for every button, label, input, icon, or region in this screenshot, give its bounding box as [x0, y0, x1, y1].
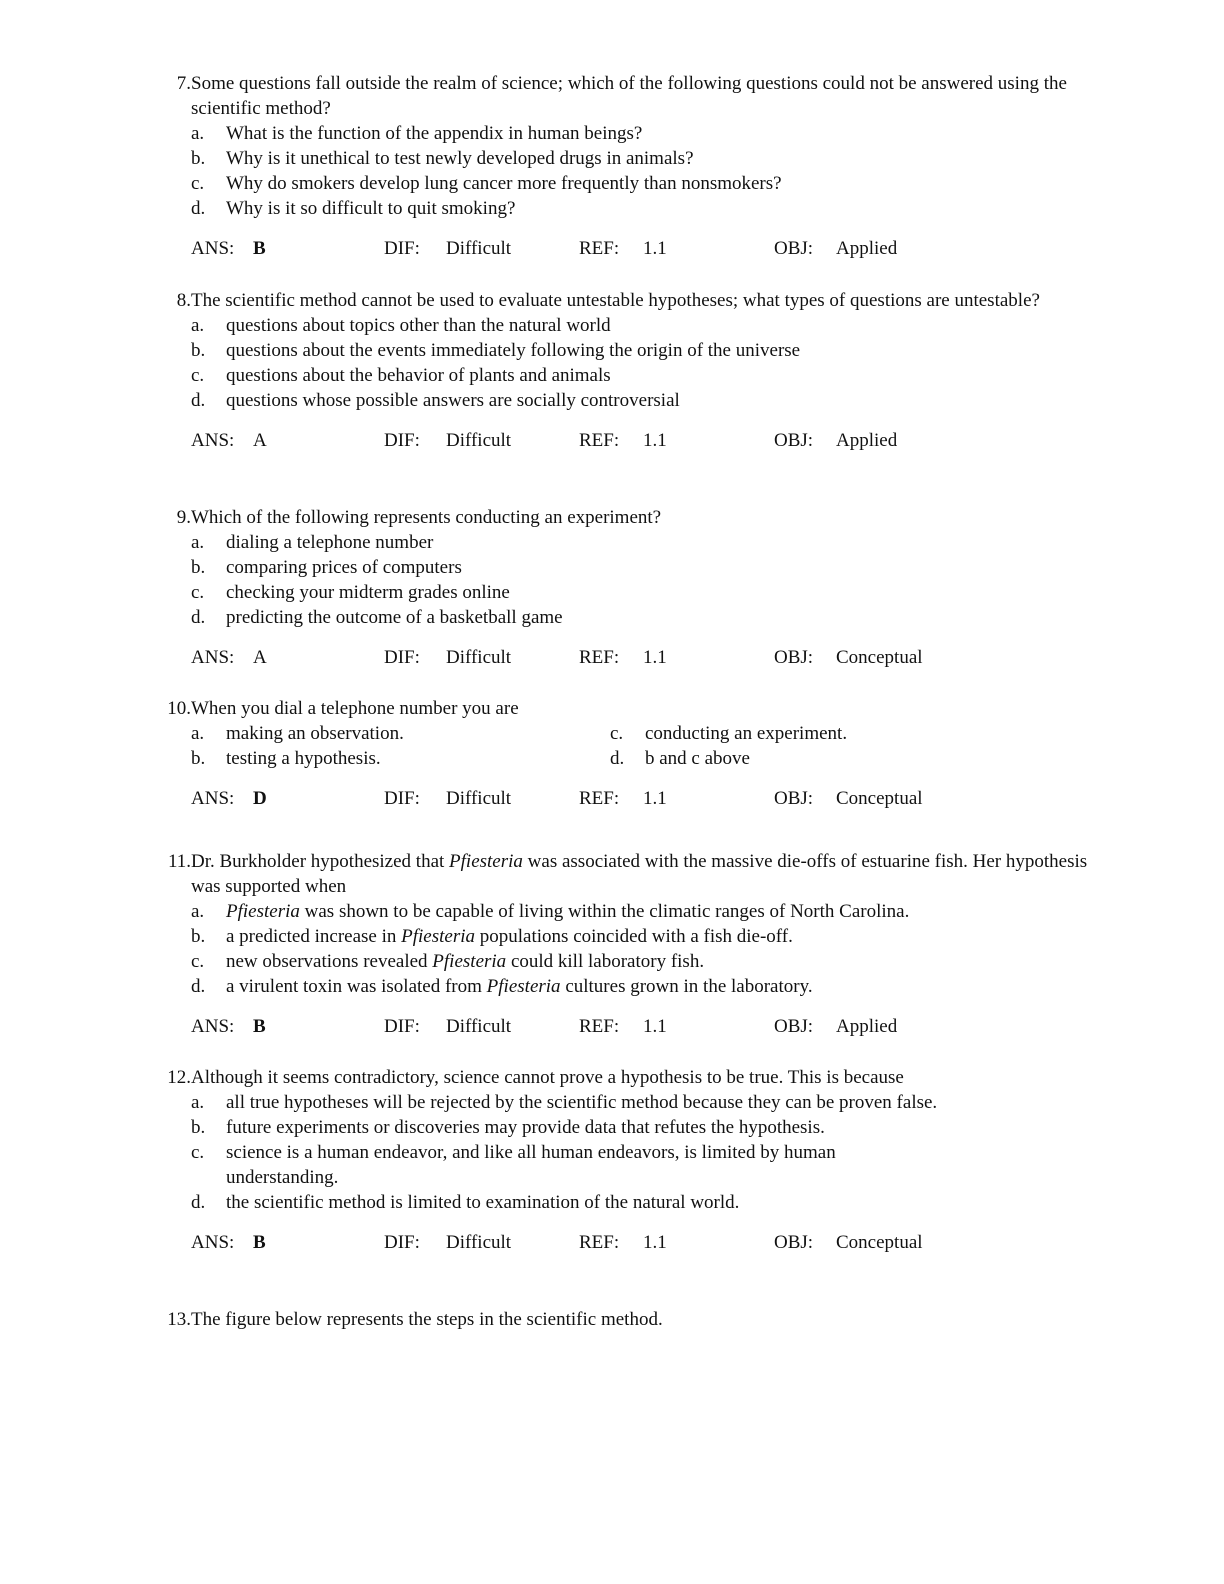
ref-label: REF:: [579, 430, 620, 451]
option-text: [226, 899, 1115, 924]
obj-value: Conceptual: [836, 788, 923, 809]
obj-label: OBJ:: [774, 788, 814, 809]
option-d: [610, 746, 1010, 771]
obj-value: Applied: [836, 430, 898, 451]
option-letter: a.: [191, 1092, 205, 1113]
question-11: [155, 849, 1115, 1039]
question-12: [155, 1065, 1115, 1255]
dif-label: DIF:: [384, 1016, 420, 1037]
stem-text: was associated with the massive die-offs of estuarine fish. Her hypothesis was supported when: [191, 851, 1088, 897]
option-text: making an observation.: [226, 723, 404, 744]
option-text-pre: new observations revealed: [226, 951, 433, 972]
dif-label: DIF:: [384, 430, 420, 451]
option-letter: b.: [191, 340, 206, 361]
option-letter: c.: [191, 1142, 205, 1163]
dif-value: Difficult: [446, 647, 512, 668]
option-text: Why is it so difficult to quit smoking?: [226, 198, 516, 219]
option-text: questions about the events immediately following the origin of the universe: [226, 340, 801, 361]
ref-value: 1.1: [643, 647, 667, 668]
option-d: [191, 196, 1115, 221]
option-c: [191, 171, 1115, 196]
dif-label: DIF:: [384, 788, 420, 809]
option-letter: b.: [191, 1117, 206, 1138]
obj-label: OBJ:: [774, 430, 814, 451]
ref-value: 1.1: [643, 430, 667, 451]
option-b: [191, 146, 1115, 171]
option-letter: a.: [191, 315, 205, 336]
question-number: 12.: [167, 1067, 191, 1088]
ref-label: REF:: [579, 788, 620, 809]
option-c: [610, 721, 1010, 746]
question-10: [155, 696, 1115, 811]
option-c: [191, 363, 1115, 388]
option-text: Why do smokers develop lung cancer more frequently than nonsmokers?: [226, 173, 782, 194]
option-d: [191, 974, 1115, 999]
obj-label: OBJ:: [774, 1016, 814, 1037]
ref-label: REF:: [579, 647, 620, 668]
option-letter: d.: [191, 976, 206, 997]
option-text: predicting the outcome of a basketball game: [226, 607, 563, 628]
option-b: [191, 1115, 1115, 1140]
option-letter: b.: [191, 557, 206, 578]
option-letter: b.: [191, 148, 206, 169]
ans-label: ANS:: [191, 1016, 235, 1037]
obj-label: OBJ:: [774, 647, 814, 668]
option-letter: c.: [191, 582, 205, 603]
question-13: [155, 1307, 1115, 1332]
organism-name: Pfiesteria: [401, 926, 476, 947]
question-stem: Which of the following represents conducting an experiment?: [191, 507, 662, 528]
option-text: questions about topics other than the natural world: [226, 315, 611, 336]
option-letter: a.: [191, 723, 205, 744]
answer-metadata: [191, 236, 1115, 261]
question-number: 10.: [167, 698, 191, 719]
question-number: 11.: [167, 851, 191, 872]
ref-label: REF:: [579, 238, 620, 259]
option-b: [191, 555, 1115, 580]
answer-metadata: [191, 786, 1115, 811]
option-letter: c.: [191, 951, 205, 972]
question-stem: Some questions fall outside the realm of science; which of the following questions could not be answered using the scientific method?: [191, 73, 1067, 119]
option-letter: a.: [191, 901, 205, 922]
ans-value: D: [253, 788, 267, 809]
option-c: [191, 580, 1115, 605]
dif-value: Difficult: [446, 1016, 512, 1037]
option-text-post: populations coincided with a fish die-off.: [475, 926, 793, 947]
ref-value: 1.1: [643, 788, 667, 809]
option-b: [191, 746, 610, 771]
ans-label: ANS:: [191, 788, 235, 809]
option-text: [226, 924, 1115, 949]
option-a: [191, 313, 1115, 338]
question-stem: Although it seems contradictory, science cannot prove a hypothesis to be true. This is because: [191, 1067, 904, 1088]
option-text: questions whose possible answers are socially controversial: [226, 390, 680, 411]
option-text-pre: a predicted increase in: [226, 926, 402, 947]
ans-value: B: [253, 238, 266, 259]
option-b: [191, 338, 1115, 363]
obj-value: Applied: [836, 238, 898, 259]
option-text: conducting an experiment.: [645, 723, 848, 744]
option-text: future experiments or discoveries may provide data that refutes the hypothesis.: [226, 1117, 825, 1138]
option-text: all true hypotheses will be rejected by the scientific method because they can be proven false.: [226, 1092, 938, 1113]
ref-value: 1.1: [643, 1016, 667, 1037]
ans-label: ANS:: [191, 238, 235, 259]
obj-label: OBJ:: [774, 238, 814, 259]
dif-value: Difficult: [446, 430, 512, 451]
option-text: checking your midterm grades online: [226, 582, 510, 603]
option-text-post: could kill laboratory fish.: [506, 951, 705, 972]
dif-value: Difficult: [446, 1232, 512, 1253]
answer-metadata: [191, 1014, 1115, 1039]
ref-label: REF:: [579, 1016, 620, 1037]
ref-label: REF:: [579, 1232, 620, 1253]
dif-label: DIF:: [384, 238, 420, 259]
option-c: [191, 949, 1115, 974]
option-text: testing a hypothesis.: [226, 748, 381, 769]
option-text: What is the function of the appendix in human beings?: [226, 123, 643, 144]
option-text: questions about the behavior of plants and animals: [226, 365, 611, 386]
dif-value: Difficult: [446, 788, 512, 809]
option-text: Why is it unethical to test newly developed drugs in animals?: [226, 148, 694, 169]
obj-label: OBJ:: [774, 1232, 814, 1253]
question-number: 9.: [176, 507, 191, 528]
question-stem: The figure below represents the steps in the scientific method.: [191, 1309, 663, 1330]
option-a: [191, 530, 1115, 555]
obj-value: Conceptual: [836, 647, 923, 668]
ans-label: ANS:: [191, 647, 235, 668]
ans-label: ANS:: [191, 430, 235, 451]
dif-label: DIF:: [384, 647, 420, 668]
option-text-pre: a virulent toxin was isolated from: [226, 976, 487, 997]
option-b: [191, 924, 1115, 949]
organism-name: Pfiesteria: [226, 901, 300, 922]
option-letter: d.: [191, 198, 206, 219]
ref-value: 1.1: [643, 1232, 667, 1253]
obj-value: Applied: [836, 1016, 898, 1037]
answer-metadata: [191, 1230, 1115, 1255]
answer-metadata: [191, 645, 1115, 670]
question-7: [155, 71, 1115, 261]
option-a: [191, 721, 610, 746]
option-letter: c.: [191, 365, 205, 386]
question-stem: The scientific method cannot be used to evaluate untestable hypotheses; what types of questions are untestable?: [191, 290, 1040, 311]
option-a: [191, 899, 1115, 924]
question-stem: [191, 849, 1101, 899]
option-c: [191, 1140, 1115, 1190]
ans-label: ANS:: [191, 1232, 235, 1253]
question-number: 13.: [167, 1309, 191, 1330]
option-letter: c.: [191, 173, 205, 194]
ans-value: A: [253, 647, 267, 668]
option-d: [191, 388, 1115, 413]
option-text-post: cultures grown in the laboratory.: [560, 976, 813, 997]
obj-value: Conceptual: [836, 1232, 923, 1253]
ans-value: A: [253, 430, 267, 451]
question-number: 7.: [176, 73, 191, 94]
dif-label: DIF:: [384, 1232, 420, 1253]
stem-text: Dr. Burkholder hypothesized that: [191, 851, 450, 872]
option-letter: a.: [191, 532, 205, 553]
option-text: science is a human endeavor, and like all human endeavors, is limited by human understanding.: [226, 1142, 836, 1188]
option-a: [191, 121, 1115, 146]
question-stem: When you dial a telephone number you are: [191, 698, 519, 719]
answer-metadata: [191, 428, 1115, 453]
question-number: 8.: [176, 290, 191, 311]
question-8: [155, 288, 1115, 453]
ans-value: B: [253, 1016, 266, 1037]
ans-value: B: [253, 1232, 266, 1253]
question-9: [155, 505, 1115, 670]
option-letter: d.: [191, 390, 206, 411]
option-letter: d.: [191, 1192, 206, 1213]
ref-value: 1.1: [643, 238, 667, 259]
option-letter: d.: [610, 748, 625, 769]
option-a: [191, 1090, 1115, 1115]
option-text: [226, 949, 1115, 974]
option-text: comparing prices of computers: [226, 557, 462, 578]
option-text-post: was shown to be capable of living within the climatic ranges of North Carolina.: [299, 901, 910, 922]
option-text: [226, 974, 1115, 999]
options-grid: [191, 721, 1115, 771]
option-letter: a.: [191, 123, 205, 144]
dif-value: Difficult: [446, 238, 512, 259]
option-text: dialing a telephone number: [226, 532, 434, 553]
option-d: [191, 1190, 1115, 1215]
organism-name: Pfiesteria: [432, 951, 507, 972]
option-d: [191, 605, 1115, 630]
organism-name: Pfiesteria: [449, 851, 523, 872]
option-letter: d.: [191, 607, 206, 628]
option-letter: c.: [610, 723, 624, 744]
option-letter: b.: [191, 926, 206, 947]
organism-name: Pfiesteria: [486, 976, 561, 997]
option-letter: b.: [191, 748, 206, 769]
option-text: the scientific method is limited to examination of the natural world.: [226, 1192, 740, 1213]
option-text: b and c above: [645, 748, 750, 769]
